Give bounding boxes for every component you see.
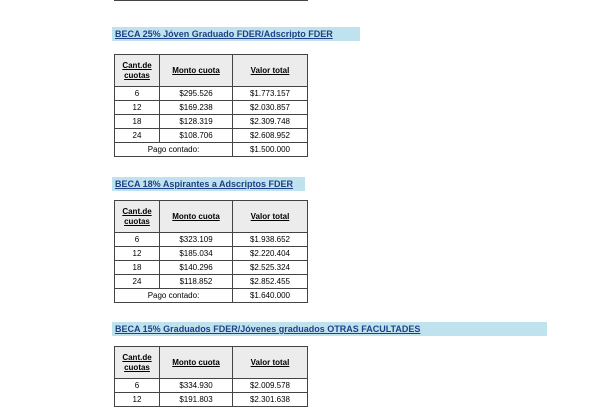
cell-installment-amount: $295.526: [160, 87, 233, 101]
section-header: BECA 18% Aspirantes a Adscriptos FDER: [112, 177, 305, 191]
cell-installment-amount: $334.930: [160, 379, 233, 393]
cell-total-value: $2.608.952: [233, 129, 308, 143]
cell-installments: 6: [115, 87, 160, 101]
section-header: BECA 25% Jóven Graduado FDER/Adscripto FDER: [112, 27, 360, 41]
cell-total-value: $2.309.748: [233, 115, 308, 129]
fee-table: [114, 346, 308, 407]
cash-payment-label: Pago contado:: [115, 289, 233, 303]
cell-total-value: $1.773.157: [233, 87, 308, 101]
cell-total-value: $2.009.578: [233, 379, 308, 393]
column-header: Monto cuota: [160, 347, 233, 379]
table-header-row: [115, 347, 308, 379]
cash-payment-row: [115, 143, 308, 157]
cell-total-value: $1.938.652: [233, 233, 308, 247]
cell-installment-amount: $323.109: [160, 233, 233, 247]
table-row: [115, 247, 308, 261]
table-header-row: [115, 55, 308, 87]
table-row: [115, 275, 308, 289]
table-row: [115, 233, 308, 247]
cash-payment-value: $1.500.000: [233, 143, 308, 157]
table-row: [115, 379, 308, 393]
cell-installments: 18: [115, 261, 160, 275]
cell-installments: 12: [115, 393, 160, 407]
cell-total-value: $2.525.324: [233, 261, 308, 275]
cell-installment-amount: $191.803: [160, 393, 233, 407]
column-header: Valor total: [233, 347, 308, 379]
table-row: [115, 129, 308, 143]
cell-installment-amount: $118.852: [160, 275, 233, 289]
cell-installments: 6: [115, 233, 160, 247]
table-row: [115, 261, 308, 275]
cell-total-value: $2.301.638: [233, 393, 308, 407]
fee-table: [114, 54, 308, 157]
column-header: Valor total: [233, 55, 308, 87]
cell-installments: 18: [115, 115, 160, 129]
cell-installment-amount: $128.319: [160, 115, 233, 129]
column-header: Valor total: [233, 201, 308, 233]
column-header: Monto cuota: [160, 55, 233, 87]
column-header: Monto cuota: [160, 201, 233, 233]
cash-payment-value: $1.640.000: [233, 289, 308, 303]
cell-installments: 12: [115, 101, 160, 115]
cell-installment-amount: $140.296: [160, 261, 233, 275]
cell-installments: 6: [115, 379, 160, 393]
previous-table-fragment: [114, 0, 308, 1]
cell-installments: 24: [115, 129, 160, 143]
cell-installment-amount: $108.706: [160, 129, 233, 143]
table-row: [115, 115, 308, 129]
cell-total-value: $2.220.404: [233, 247, 308, 261]
cash-payment-row: [115, 289, 308, 303]
fee-table: [114, 200, 308, 303]
table-row: [115, 87, 308, 101]
table-header-row: [115, 201, 308, 233]
cell-installment-amount: $169.238: [160, 101, 233, 115]
table-row: [115, 101, 308, 115]
cell-installments: 12: [115, 247, 160, 261]
column-header: Cant.de cuotas: [115, 347, 160, 379]
column-header: Cant.de cuotas: [115, 55, 160, 87]
section-header: BECA 15% Graduados FDER/Jóvenes graduados OTRAS FACULTADES: [112, 322, 547, 336]
cell-installment-amount: $185.034: [160, 247, 233, 261]
cell-total-value: $2.030.857: [233, 101, 308, 115]
cell-installments: 24: [115, 275, 160, 289]
cash-payment-label: Pago contado:: [115, 143, 233, 157]
cell-total-value: $2.852.455: [233, 275, 308, 289]
column-header: Cant.de cuotas: [115, 201, 160, 233]
